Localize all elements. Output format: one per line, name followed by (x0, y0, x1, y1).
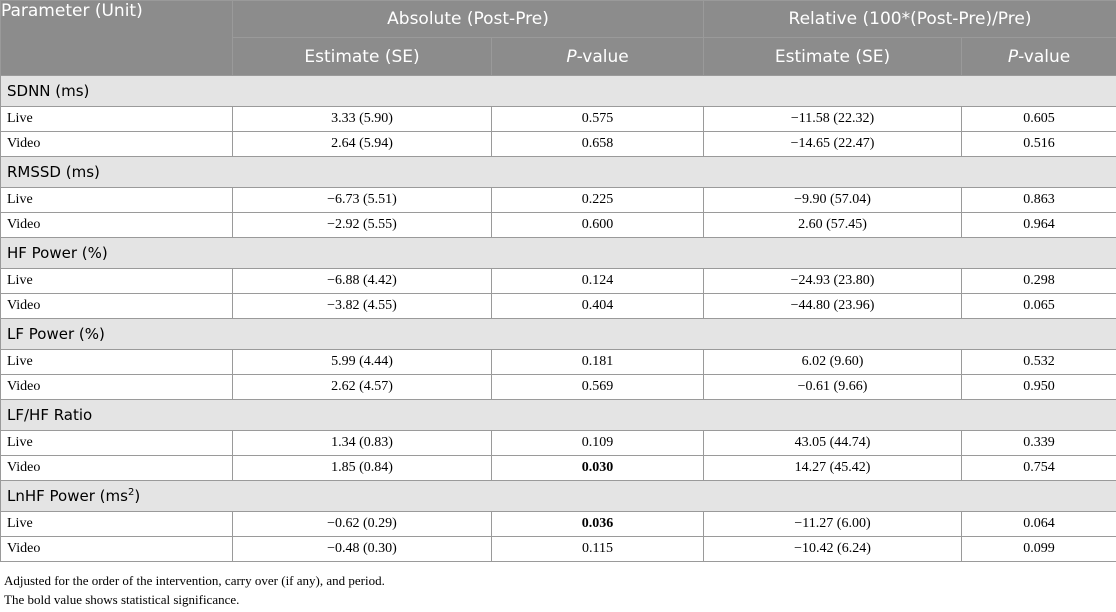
table-row (1, 132, 1116, 157)
table-row (1, 431, 1116, 456)
row-label: Video (1, 213, 233, 238)
group-row (1, 481, 1116, 512)
table-row (1, 213, 1116, 238)
table-row (1, 375, 1116, 400)
group-row (1, 157, 1116, 188)
row-label: Video (1, 132, 233, 157)
abs-pvalue-cell: 0.124 (492, 269, 704, 294)
group-title: RMSSD (ms) (1, 157, 1116, 188)
abs-estimate-cell: 2.64 (5.94) (233, 132, 492, 157)
row-label: Live (1, 269, 233, 294)
note-adjustment: Adjusted for the order of the intervention, carry over (if any), and period. (4, 573, 385, 588)
group-title: SDNN (ms) (1, 76, 1116, 107)
header-parameter: Parameter (Unit) (1, 1, 233, 76)
abs-estimate-cell: −0.62 (0.29) (233, 512, 492, 537)
rel-estimate-cell: −10.42 (6.24) (704, 537, 962, 562)
rel-pvalue-cell: 0.532 (962, 350, 1116, 375)
row-label: Live (1, 350, 233, 375)
header-relative: Relative (100*(Post-Pre)/Pre) (704, 1, 1116, 38)
abs-pvalue-cell: 0.575 (492, 107, 704, 132)
abs-estimate-cell: −3.82 (4.55) (233, 294, 492, 319)
table-row (1, 188, 1116, 213)
rel-pvalue-cell: 0.950 (962, 375, 1116, 400)
rel-pvalue-cell: 0.516 (962, 132, 1116, 157)
abs-estimate-cell: 1.34 (0.83) (233, 431, 492, 456)
abs-pvalue-cell: 0.036 (492, 512, 704, 537)
row-label: Video (1, 537, 233, 562)
header-rel-pvalue: P-value (962, 38, 1116, 76)
abs-pvalue-cell: 0.569 (492, 375, 704, 400)
abs-estimate-cell: −6.73 (5.51) (233, 188, 492, 213)
abs-pvalue-cell: 0.225 (492, 188, 704, 213)
row-label: Live (1, 188, 233, 213)
rel-pvalue-cell: 0.065 (962, 294, 1116, 319)
rel-estimate-cell: 43.05 (44.74) (704, 431, 962, 456)
row-label: Video (1, 375, 233, 400)
rel-pvalue-cell: 0.339 (962, 431, 1116, 456)
abs-estimate-cell: −6.88 (4.42) (233, 269, 492, 294)
abs-pvalue-cell: 0.404 (492, 294, 704, 319)
note-significance: The bold value shows statistical significance. (4, 592, 240, 607)
header-absolute: Absolute (Post-Pre) (233, 1, 704, 38)
abs-pvalue-cell: 0.181 (492, 350, 704, 375)
table-row (1, 456, 1116, 481)
rel-estimate-cell: −9.90 (57.04) (704, 188, 962, 213)
row-label: Live (1, 431, 233, 456)
row-label: Video (1, 294, 233, 319)
abs-pvalue-cell: 0.115 (492, 537, 704, 562)
rel-estimate-cell: 2.60 (57.45) (704, 213, 962, 238)
group-title: HF Power (%) (1, 238, 1116, 269)
rel-pvalue-cell: 0.964 (962, 213, 1116, 238)
abs-estimate-cell: 1.85 (0.84) (233, 456, 492, 481)
row-label: Video (1, 456, 233, 481)
rel-estimate-cell: 6.02 (9.60) (704, 350, 962, 375)
rel-estimate-cell: −0.61 (9.66) (704, 375, 962, 400)
group-title: LF/HF Ratio (1, 400, 1116, 431)
abs-pvalue-cell: 0.109 (492, 431, 704, 456)
table-row (1, 269, 1116, 294)
rel-estimate-cell: −11.58 (22.32) (704, 107, 962, 132)
abs-estimate-cell: 5.99 (4.44) (233, 350, 492, 375)
group-title: LnHF Power $(ms^2)$ (1, 481, 1116, 512)
header-abs-pvalue: P-value (492, 38, 704, 76)
group-row (1, 238, 1116, 269)
rel-pvalue-cell: 0.099 (962, 537, 1116, 562)
table-row (1, 350, 1116, 375)
rel-pvalue-cell: 0.605 (962, 107, 1116, 132)
abs-estimate-cell: 2.62 (4.57) (233, 375, 492, 400)
rel-estimate-cell: −14.65 (22.47) (704, 132, 962, 157)
rel-estimate-cell: −44.80 (23.96) (704, 294, 962, 319)
abs-estimate-cell: −0.48 (0.30) (233, 537, 492, 562)
rel-pvalue-cell: 0.064 (962, 512, 1116, 537)
abs-pvalue-cell: 0.658 (492, 132, 704, 157)
rel-pvalue-cell: 0.863 (962, 188, 1116, 213)
rel-pvalue-cell: 0.754 (962, 456, 1116, 481)
rel-estimate-cell: −24.93 (23.80) (704, 269, 962, 294)
rel-estimate-cell: −11.27 (6.00) (704, 512, 962, 537)
group-row (1, 76, 1116, 107)
header-abs-estimate: Estimate (SE) (233, 38, 492, 76)
row-label: Live (1, 107, 233, 132)
table-row (1, 537, 1116, 562)
row-label: Live (1, 512, 233, 537)
rel-pvalue-cell: 0.298 (962, 269, 1116, 294)
table-row (1, 294, 1116, 319)
group-row (1, 400, 1116, 431)
abs-estimate-cell: 3.33 (5.90) (233, 107, 492, 132)
table-row (1, 107, 1116, 132)
abs-pvalue-cell: 0.030 (492, 456, 704, 481)
table-row (1, 512, 1116, 537)
rel-estimate-cell: 14.27 (45.42) (704, 456, 962, 481)
table-notes (4, 571, 385, 609)
abs-pvalue-cell: 0.600 (492, 213, 704, 238)
header-rel-estimate: Estimate (SE) (704, 38, 962, 76)
group-title: LF Power (%) (1, 319, 1116, 350)
abs-estimate-cell: −2.92 (5.55) (233, 213, 492, 238)
group-row (1, 319, 1116, 350)
